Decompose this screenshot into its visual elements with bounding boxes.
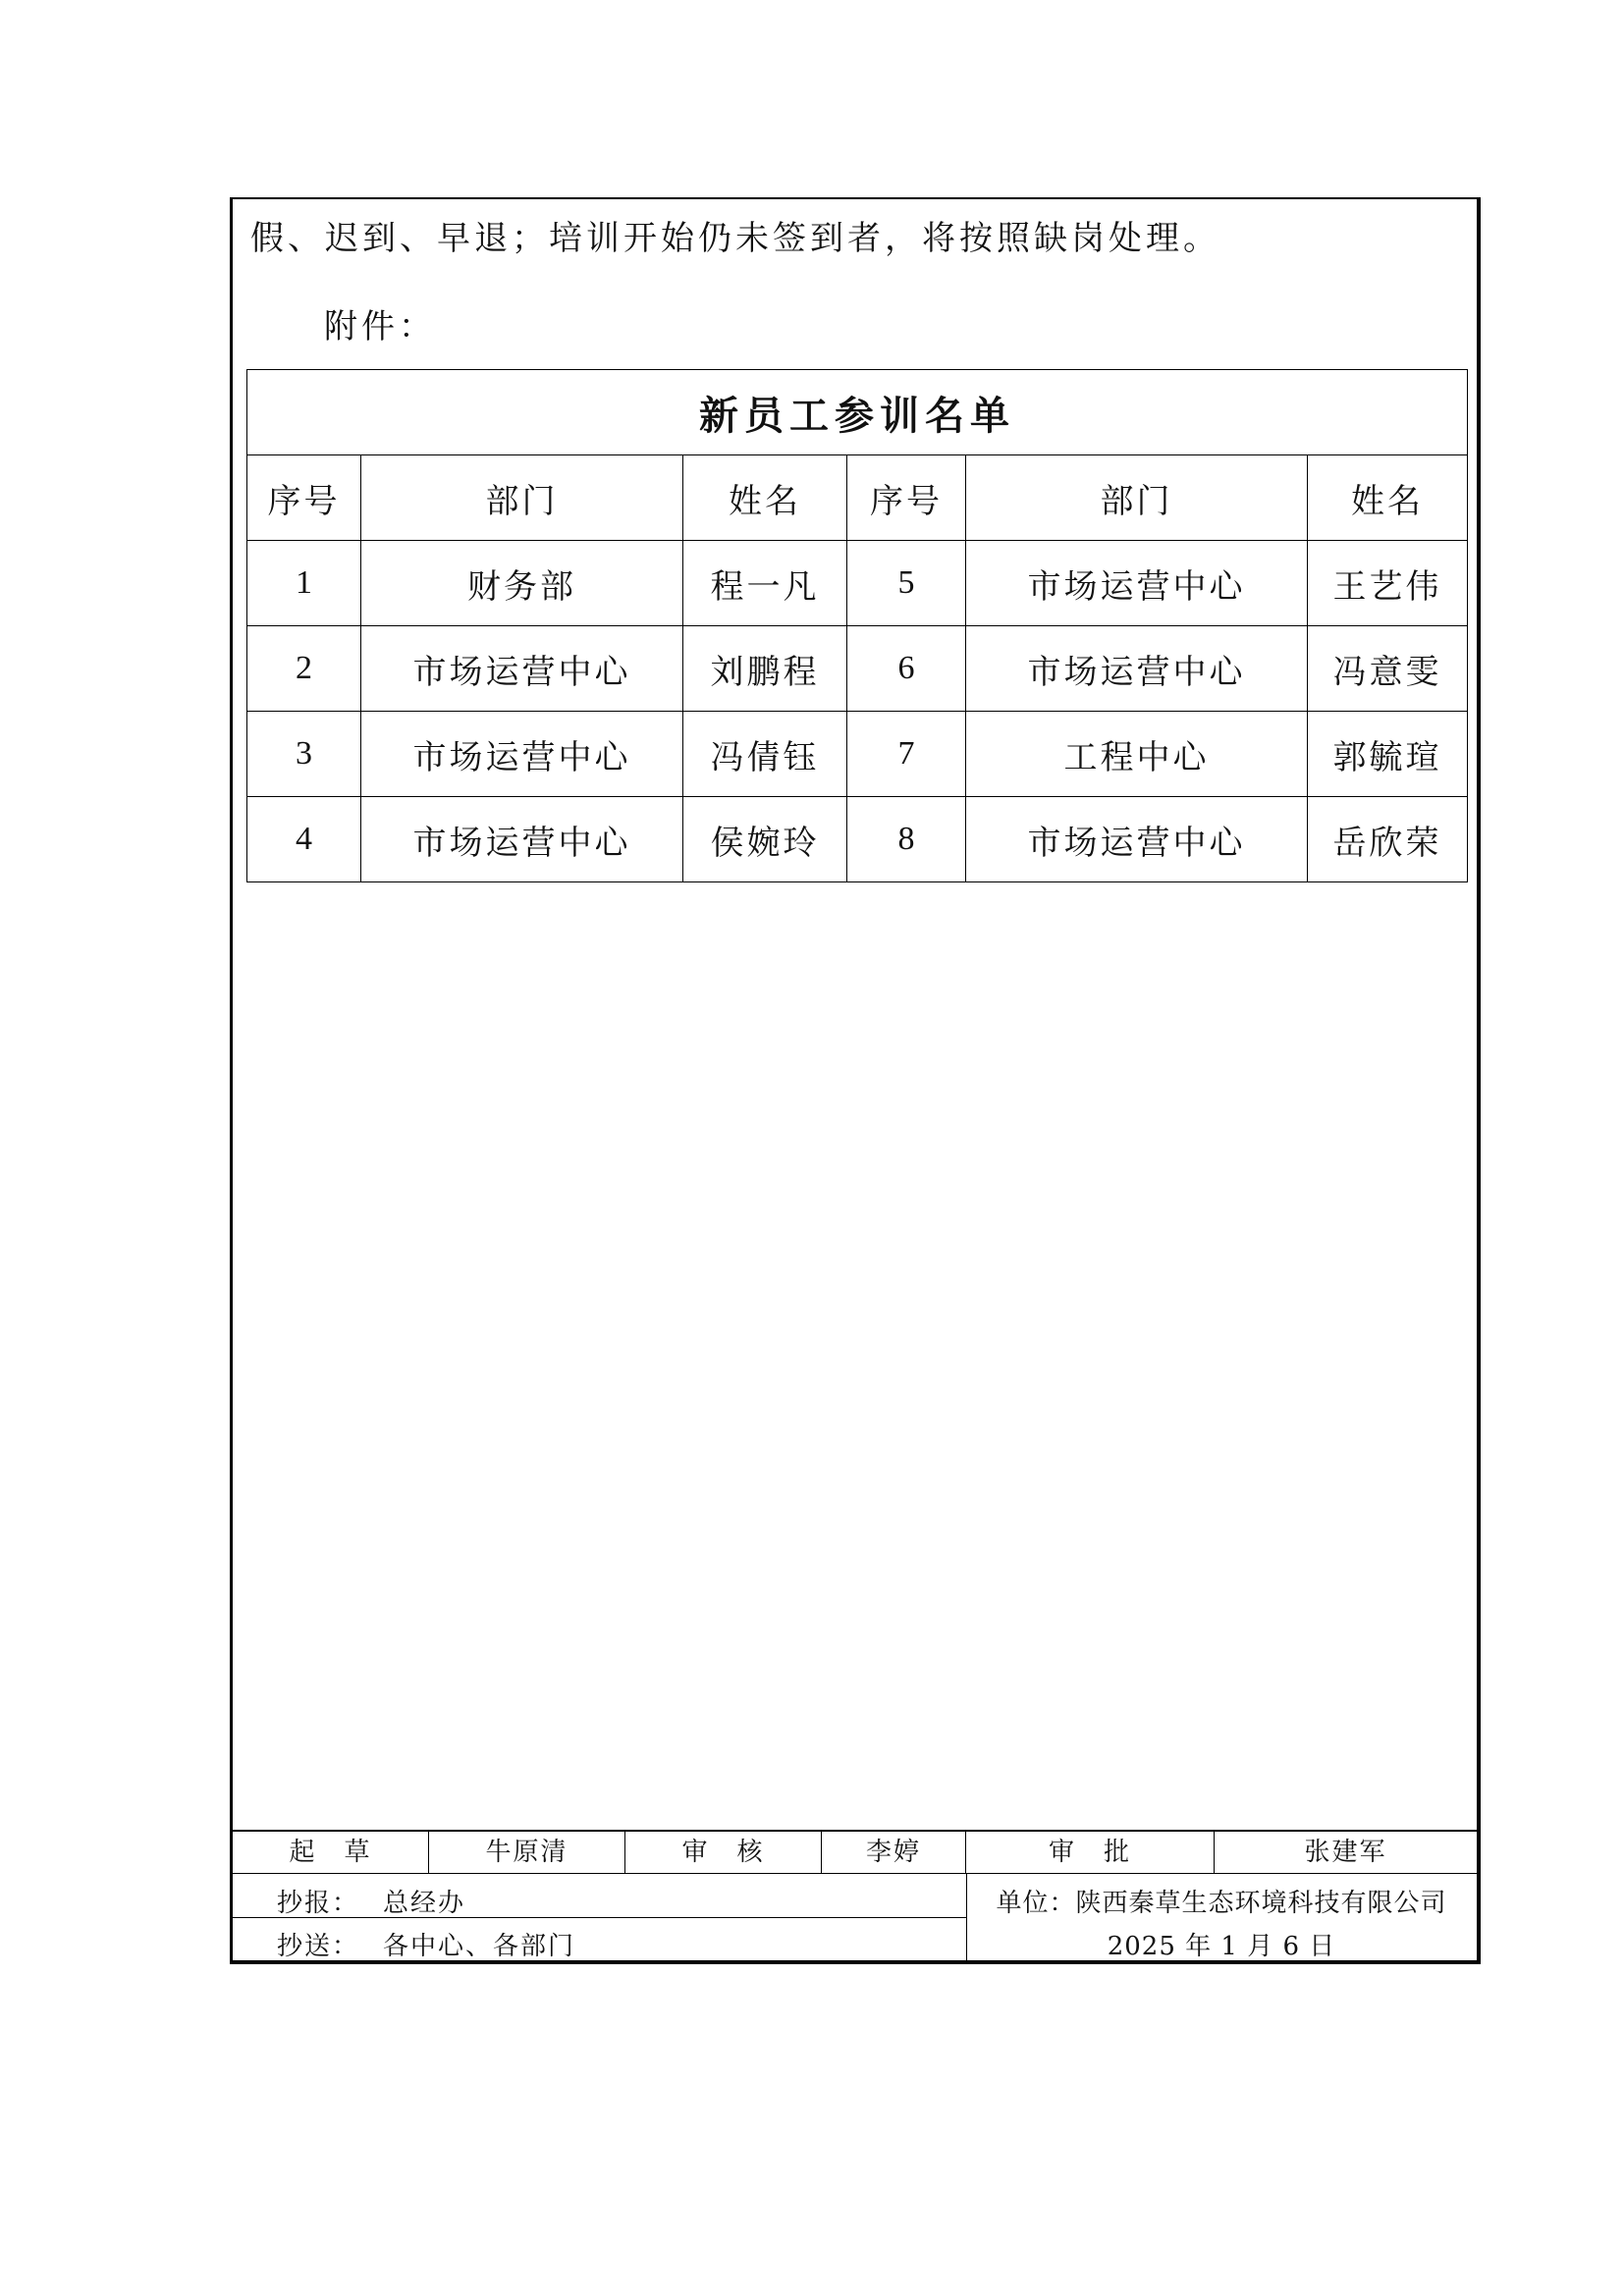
table-row <box>247 797 1468 882</box>
issuing-unit: 单位：陕西秦草生态环境科技有限公司 <box>996 1889 1447 1918</box>
table-cell: 8 <box>847 797 966 882</box>
report-to-label: 抄报： <box>277 1889 360 1918</box>
send-to-label: 抄送： <box>277 1932 360 1961</box>
table-title-row <box>247 370 1468 455</box>
signoff-row <box>233 1832 1477 1874</box>
table-cell: 郭毓瑄 <box>1308 712 1468 797</box>
header-cell: 部门 <box>361 455 683 541</box>
approver-name: 张建军 <box>1304 1838 1387 1867</box>
header-cell: 序号 <box>847 455 966 541</box>
table-cell: 财务部 <box>361 541 683 626</box>
reviewer-label: 审 核 <box>625 1832 822 1874</box>
send-to-value: 各中心、各部门 <box>383 1932 576 1961</box>
table-cell: 冯倩钰 <box>683 712 847 797</box>
table-cell: 1 <box>247 541 361 626</box>
table-cell: 市场运营中心 <box>361 712 683 797</box>
table-cell: 市场运营中心 <box>361 797 683 882</box>
table-cell: 7 <box>847 712 966 797</box>
table-cell: 工程中心 <box>966 712 1308 797</box>
table-cell: 王艺伟 <box>1308 541 1468 626</box>
document-footer <box>233 1830 1477 1960</box>
table-cell: 市场运营中心 <box>361 626 683 712</box>
attachment-label: 附件： <box>324 307 436 347</box>
reviewer-name: 李婷 <box>822 1832 966 1874</box>
table-row <box>247 541 1468 626</box>
table-header-row <box>247 455 1468 541</box>
body-text-line: 假、迟到、早退；培训开始仍未签到者，将按照缺岗处理。 <box>250 219 1220 258</box>
report-to-line <box>277 1883 465 1919</box>
header-cell: 部门 <box>966 455 1308 541</box>
table-row <box>247 712 1468 797</box>
table-cell: 3 <box>247 712 361 797</box>
drafter-name: 牛原清 <box>429 1832 625 1874</box>
header-cell: 姓名 <box>683 455 847 541</box>
drafter-label: 起 草 <box>233 1832 429 1874</box>
header-cell: 姓名 <box>1308 455 1468 541</box>
issue-date: 2025 年 1 月 6 日 <box>1107 1932 1336 1961</box>
table-cell: 2 <box>247 626 361 712</box>
table-cell: 5 <box>847 541 966 626</box>
table-cell: 岳欣荣 <box>1308 797 1468 882</box>
table-cell: 6 <box>847 626 966 712</box>
table-cell: 市场运营中心 <box>966 797 1308 882</box>
table-cell: 刘鹏程 <box>683 626 847 712</box>
table-cell: 市场运营中心 <box>966 541 1308 626</box>
table-cell: 市场运营中心 <box>966 626 1308 712</box>
send-to-line <box>277 1926 575 1962</box>
table-title: 新员工参训名单 <box>247 370 1468 455</box>
approver-label: 审 批 <box>966 1832 1215 1874</box>
table-cell: 4 <box>247 797 361 882</box>
table-cell: 冯意雯 <box>1308 626 1468 712</box>
report-to-value: 总经办 <box>383 1889 466 1918</box>
table-cell: 侯婉玲 <box>683 797 847 882</box>
header-cell: 序号 <box>247 455 361 541</box>
table-row <box>247 626 1468 712</box>
table-cell: 程一凡 <box>683 541 847 626</box>
footer-divider <box>966 1874 967 1962</box>
trainee-roster-table <box>246 369 1468 882</box>
